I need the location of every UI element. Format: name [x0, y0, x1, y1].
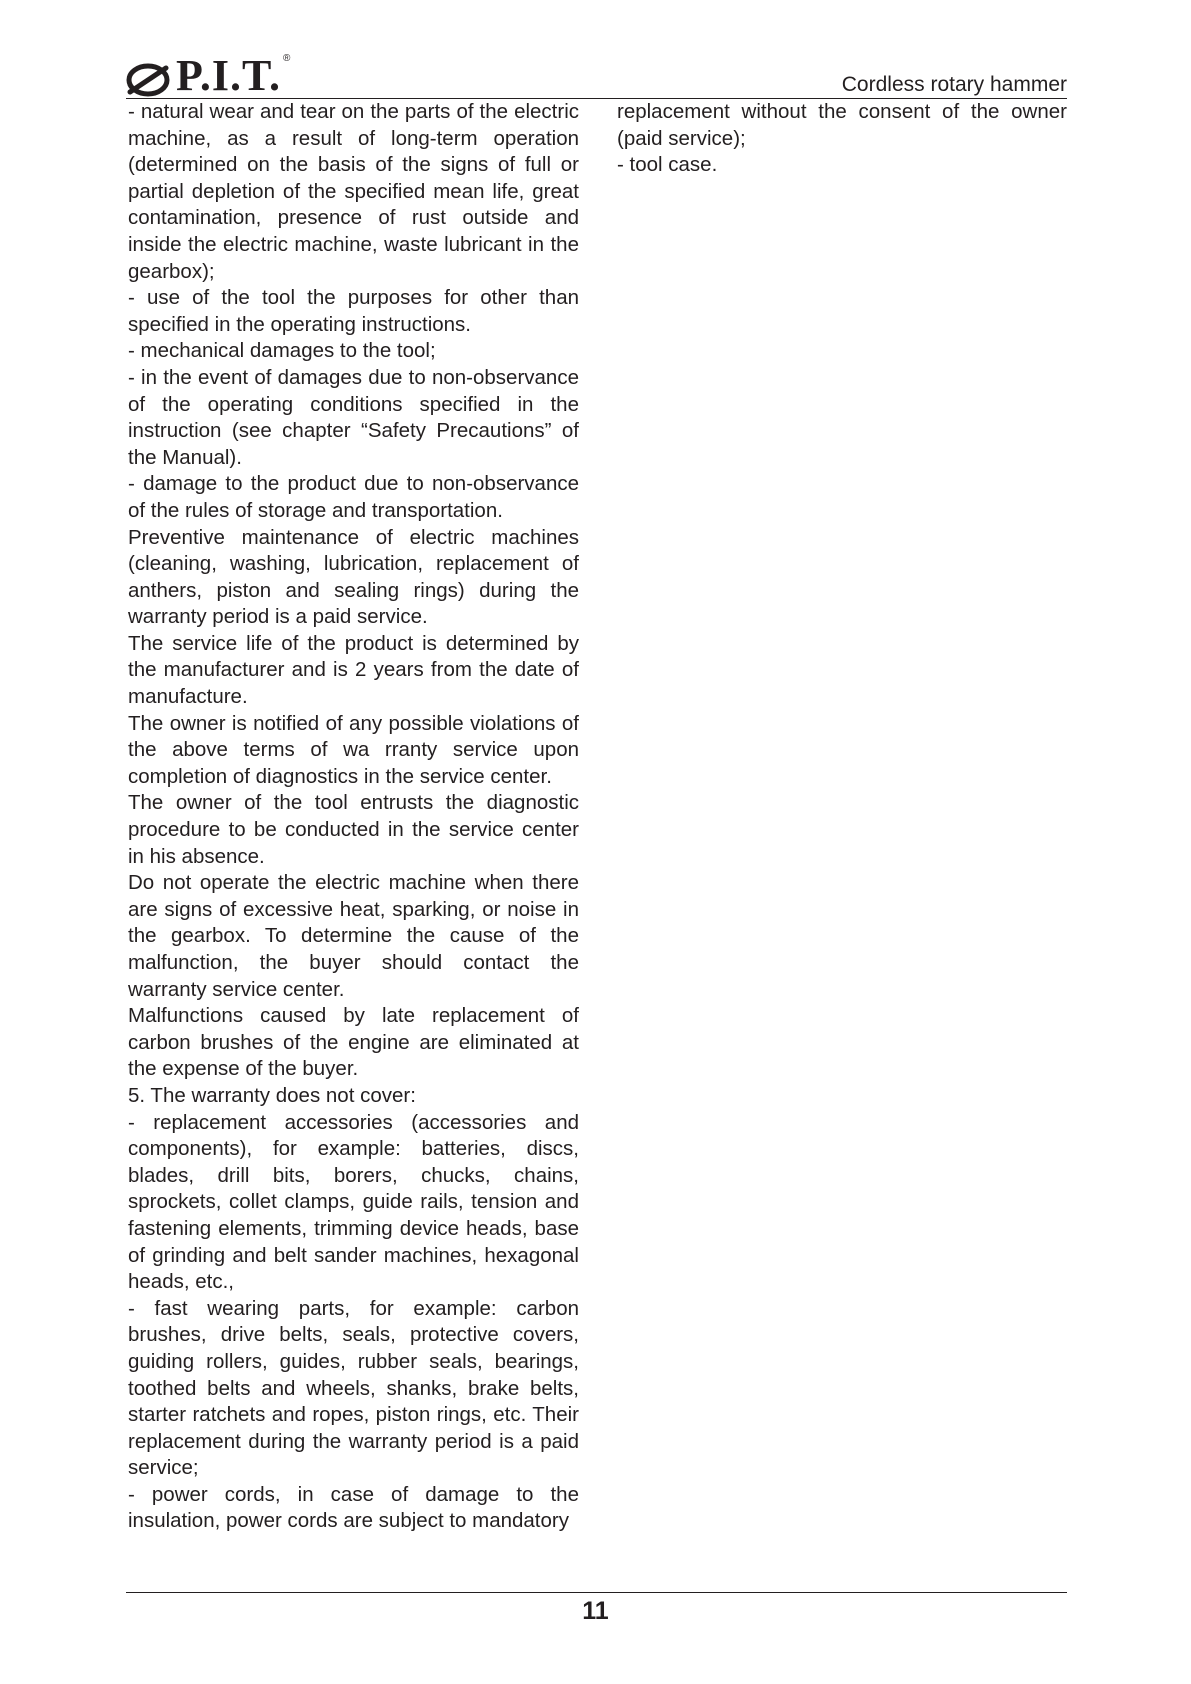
logo-wordmark: P.I.T.: [176, 51, 282, 100]
page-number: 11: [582, 1597, 609, 1625]
paragraph: - replacement accessories (accessories and components), for example: batteries, discs, blades, drill bits, borers, chucks, chains, sprockets, collet clamps, guide rails, tension and fastening elements, trimming device heads, base of grinding and belt sander machines, hexagonal heads, etc.,: [128, 1110, 579, 1294]
paragraph: Preventive maintenance of electric machines (cleaning, washing, lubrication, replacement of anthers, piston and sealing rings) during the warranty period is a paid service.: [128, 525, 579, 629]
paragraph: - in the event of damages due to non-observance of the operating conditions specified in the instruction (see chapter “Safety Precautions” of the Manual).: [128, 365, 579, 469]
paragraph: - fast wearing parts, for example: carbon brushes, drive belts, seals, protective covers, guiding rollers, guides, rubber seals, bearings, toothed belts and wheels, shanks, brake belts, starter ratchets and ropes, piston rings, etc. Their replacement during the warranty period is a paid service;: [128, 1296, 579, 1480]
paragraph: The service life of the product is determined by the manufacturer and is 2 years from the date of manufacture.: [128, 631, 579, 709]
paragraph: Do not operate the electric machine when there are signs of excessive heat, sparking, or noise in the gearbox. To determine the cause of the malfunction, the buyer should contact the warranty service center.: [128, 871, 579, 1001]
paragraph: - mechanical damages to the tool;: [128, 339, 436, 363]
paragraph: The owner of the tool entrusts the diagnostic procedure to be conducted in the service center in his absence.: [128, 791, 579, 868]
left-column: [128, 99, 579, 1535]
section-heading: 5. The warranty does not cover:: [128, 1083, 416, 1107]
paragraph: replacement without the consent of the owner (paid service);: [617, 100, 1067, 150]
paragraph: The owner is notified of any possible violations of the above terms of wa rranty service upon completion of diagnostics in the service center.: [128, 711, 579, 788]
paragraph: - damage to the product due to non-observance of the rules of storage and transportation.: [128, 472, 579, 522]
paragraph: - power cords, in case of damage to the insulation, power cords are subject to mandatory: [128, 1482, 579, 1533]
right-column: [617, 99, 1067, 179]
pit-logo-icon: [126, 62, 170, 98]
footer-rule: [126, 1592, 1067, 1593]
document-title: Cordless rotary hammer: [841, 73, 1067, 96]
paragraph: - natural wear and tear on the parts of the electric machine, as a result of long-term operation (determined on the basis of the signs of full or partial depletion of the specified mean life, great contamination, presence of rust outside and inside the electric machine, waste lubricant in the gearbox);: [128, 100, 579, 283]
paragraph: - use of the tool the purposes for other than specified in the operating instructions.: [128, 286, 579, 336]
brand-logo: [126, 50, 290, 98]
paragraph: - tool case.: [617, 153, 718, 177]
registered-mark: ®: [283, 53, 291, 64]
paragraph: Malfunctions caused by late replacement of carbon brushes of the engine are eliminated at the expense of the buyer.: [128, 1004, 579, 1081]
